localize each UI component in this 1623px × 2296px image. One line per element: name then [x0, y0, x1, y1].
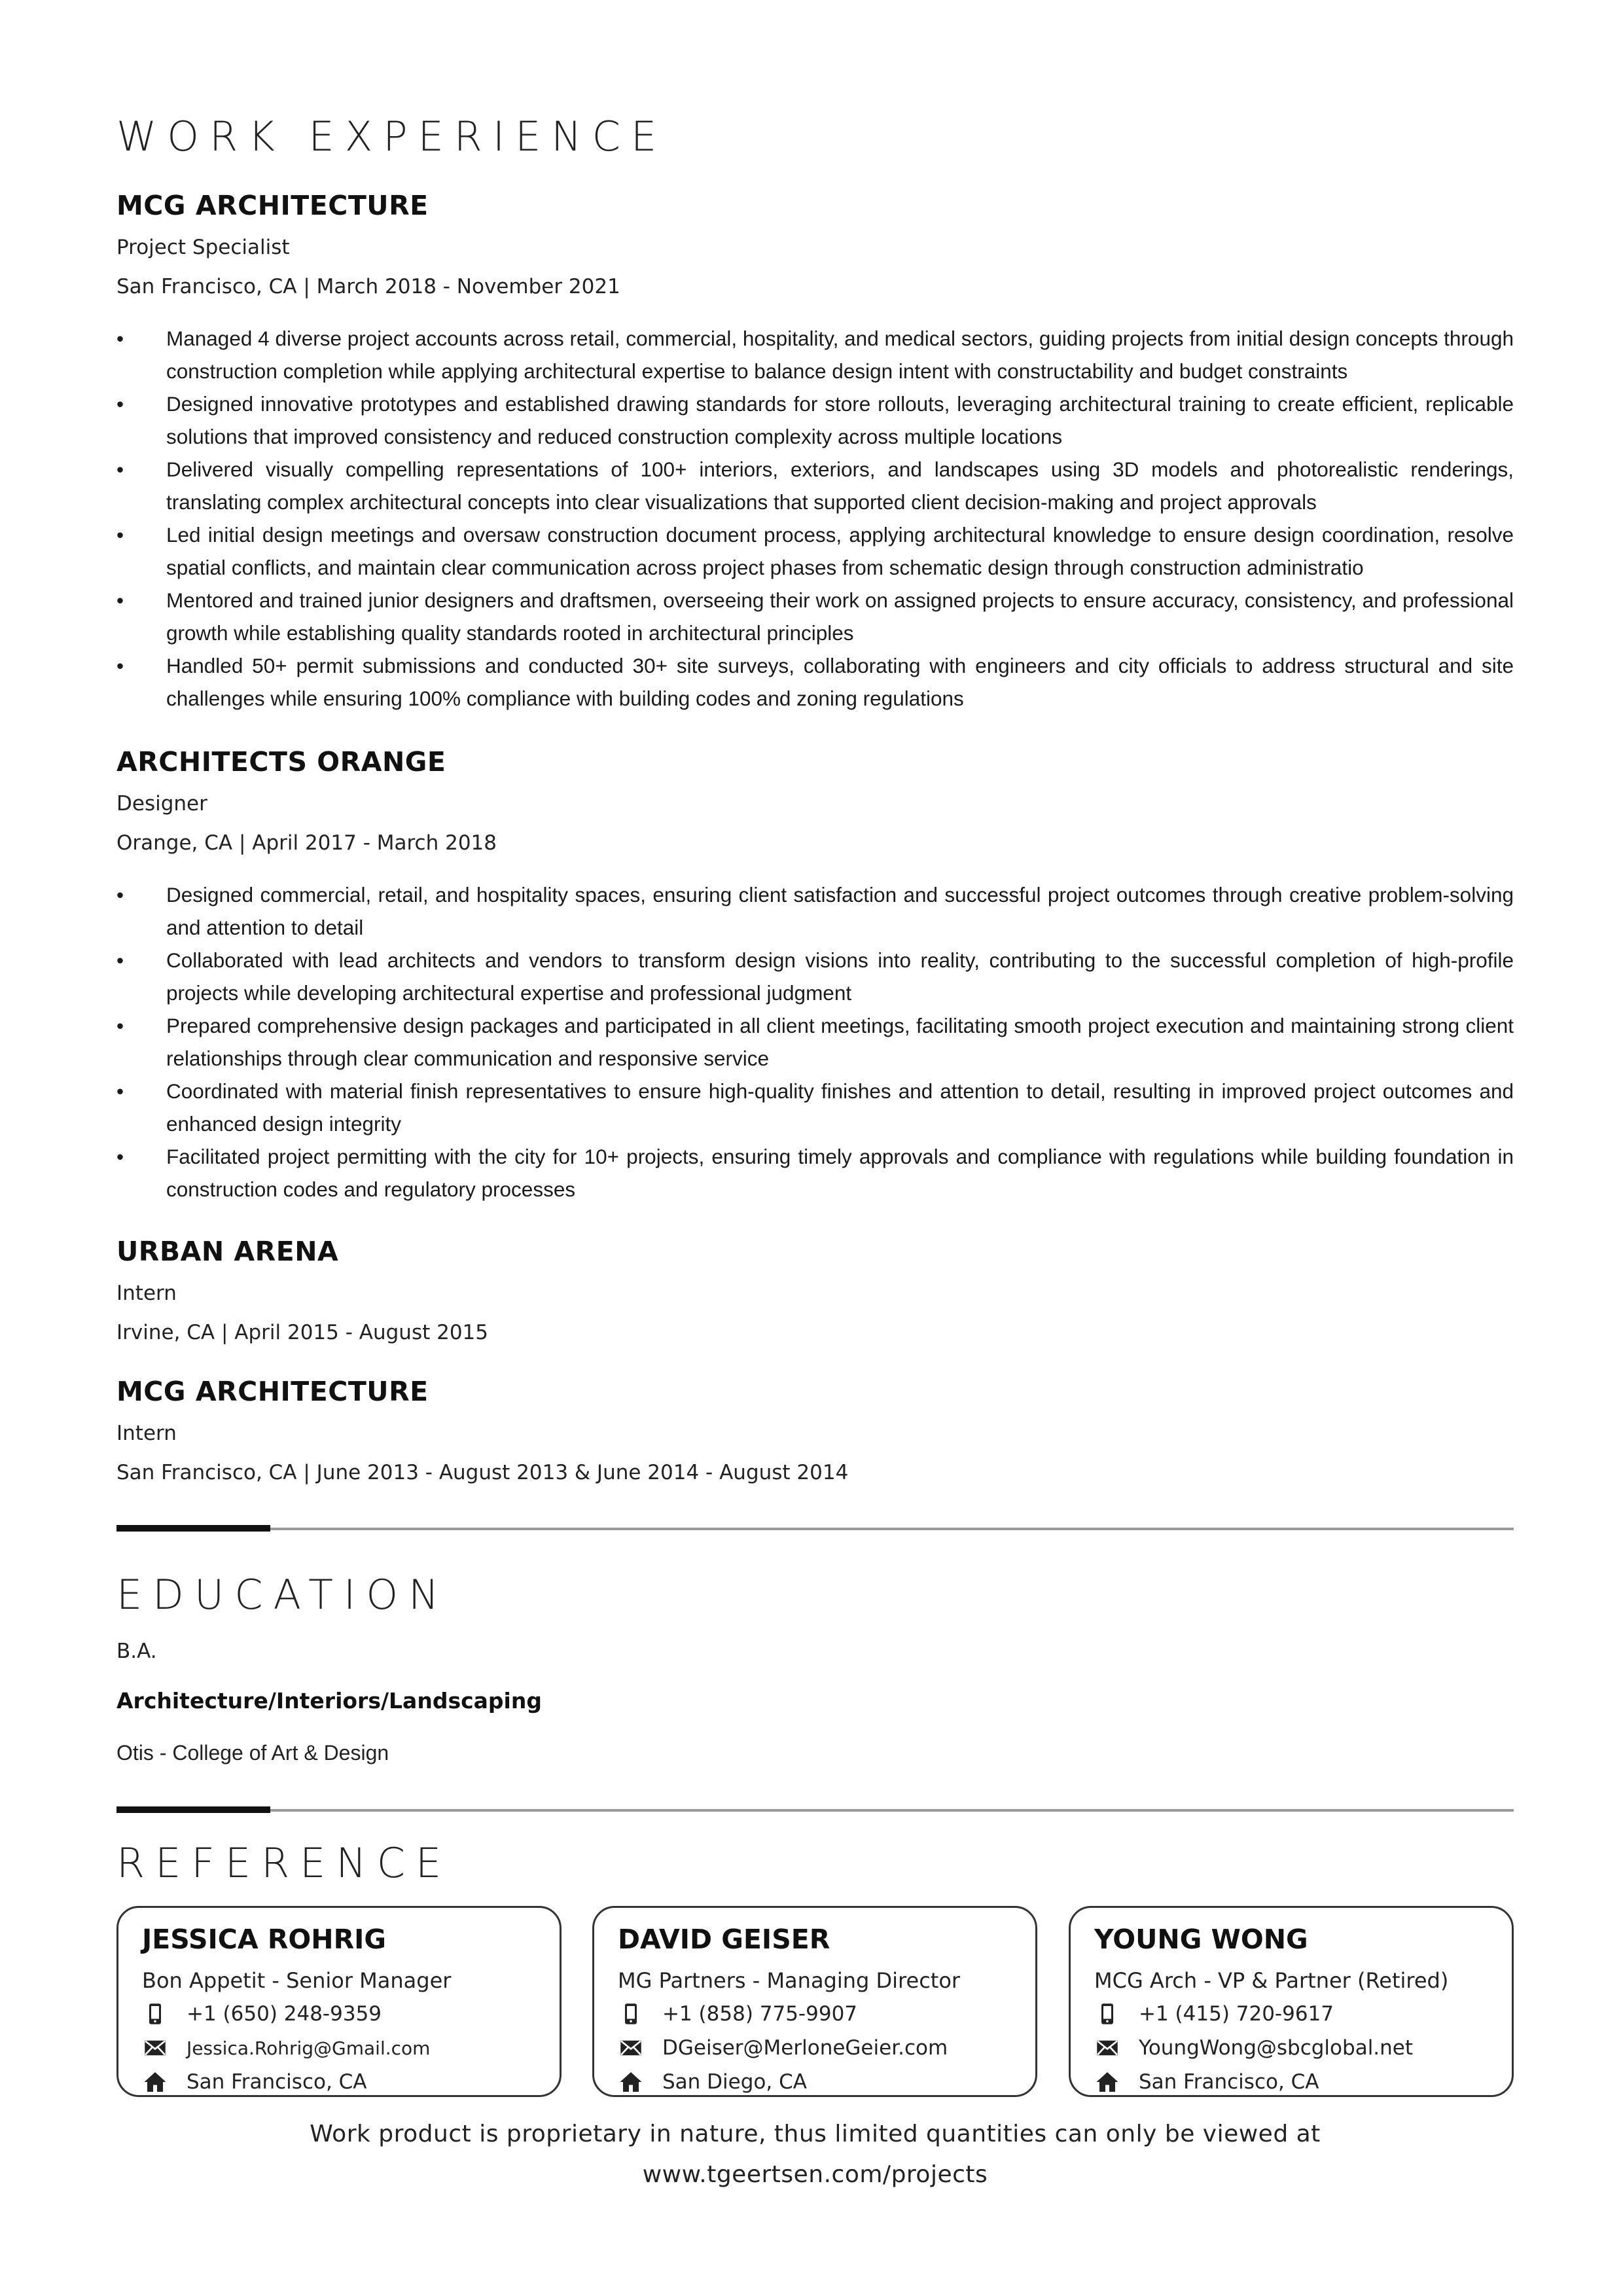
bullet-text: Facilitated project permitting with the city for 10+ projects, ensuring timely approvals and compliance with regulations while building foundation in construction codes and regulatory processes — [166, 1145, 1514, 1201]
job-urban-arena — [116, 1236, 1514, 1344]
job-mcg-architecture-intern — [116, 1376, 1514, 1484]
footer-link[interactable]: www.tgeertsen.com/projects — [642, 2161, 988, 2188]
bullet-text: Mentored and trained junior designers and draftsmen, overseeing their work on assigned projects to ensure accuracy, consistency, and professional growth while establishing quality standards rooted in architectural principles — [166, 588, 1514, 645]
reference-email-row — [142, 2035, 536, 2061]
bullet-item — [116, 584, 1514, 649]
bullet-text: Coordinated with material finish representatives to ensure high-quality finishes and attention to detail, resulting in improved project outcomes and enhanced design integrity — [166, 1079, 1514, 1136]
reference-phone-row — [618, 2001, 1012, 2027]
bullet-dot: • — [116, 327, 124, 350]
job-bullets — [116, 878, 1514, 1206]
job-meta: San Francisco, CA | March 2018 - November 2021 — [116, 275, 620, 298]
bullet-dot: • — [116, 457, 124, 481]
bullet-dot: • — [116, 588, 124, 612]
bullet-item — [116, 1009, 1514, 1075]
education-block — [116, 1640, 542, 1765]
bullet-text: Handled 50+ permit submissions and conducted 30+ site surveys, collaborating with engineers and city officials to address structural and site challenges while ensuring 100% compliance with building codes and zoning regulations — [166, 654, 1514, 710]
bullet-item — [116, 387, 1514, 453]
reference-card — [592, 1906, 1037, 2097]
envelope-icon — [618, 2036, 644, 2060]
edu-school: Otis - College of Art & Design — [116, 1741, 389, 1765]
section-divider — [116, 1528, 1514, 1530]
reference-title: MCG Arch - VP & Partner (Retired) — [1094, 1968, 1449, 1993]
bullet-item — [116, 878, 1514, 944]
work-experience-heading: WORK EXPERIENCE — [116, 113, 668, 160]
reference-cards — [116, 1906, 1514, 2100]
job-meta: Orange, CA | April 2017 - March 2018 — [116, 831, 497, 855]
bullet-dot: • — [116, 654, 124, 677]
reference-card — [116, 1906, 562, 2097]
reference-email[interactable]: YoungWong@sbcglobal.net — [1139, 2036, 1414, 2060]
job-role: Project Specialist — [116, 236, 290, 259]
home-icon — [142, 2070, 168, 2094]
edu-degree: B.A. — [116, 1640, 157, 1663]
reference-heading: REFERENCE — [116, 1839, 452, 1887]
job-role: Intern — [116, 1422, 177, 1445]
reference-name: JESSICA ROHRIG — [142, 1924, 387, 1955]
home-icon — [618, 2070, 644, 2094]
reference-phone: +1 (650) 248-9359 — [187, 2002, 382, 2026]
reference-location-row — [618, 2069, 1012, 2095]
job-meta: Irvine, CA | April 2015 - August 2015 — [116, 1321, 489, 1344]
job-role: Designer — [116, 792, 207, 816]
phone-icon — [1094, 2002, 1120, 2026]
reference-location-row — [1094, 2069, 1488, 2095]
home-icon — [1094, 2070, 1120, 2094]
job-architects-orange — [116, 746, 1514, 1206]
bullet-dot: • — [116, 883, 124, 906]
company-name: MCG ARCHITECTURE — [116, 190, 429, 221]
education-heading: EDUCATION — [116, 1571, 450, 1619]
job-role: Intern — [116, 1282, 177, 1305]
bullet-item — [116, 453, 1514, 518]
company-name: MCG ARCHITECTURE — [116, 1376, 429, 1407]
job-meta: San Francisco, CA | June 2013 - August 2013 & June 2014 - August 2014 — [116, 1461, 849, 1484]
section-divider — [116, 1809, 1514, 1812]
reference-phone: +1 (415) 720-9617 — [1139, 2002, 1334, 2026]
bullet-item — [116, 649, 1514, 715]
reference-phone: +1 (858) 775-9907 — [662, 2002, 858, 2026]
reference-email-row — [1094, 2035, 1488, 2061]
reference-location: San Francisco, CA — [187, 2070, 367, 2094]
bullet-item — [116, 518, 1514, 584]
reference-location: San Diego, CA — [662, 2070, 807, 2094]
reference-email[interactable]: Jessica.Rohrig@Gmail.com — [187, 2037, 431, 2059]
reference-phone-row — [142, 2001, 536, 2027]
bullet-text: Led initial design meetings and oversaw construction document process, applying architectural knowledge to ensure design coordination, resolve spatial conflicts, and maintain clear communication across project phases from schematic design through construction administratio — [166, 523, 1514, 579]
company-name: ARCHITECTS ORANGE — [116, 746, 446, 778]
bullet-dot: • — [116, 392, 124, 416]
reference-phone-row — [1094, 2001, 1488, 2027]
footer-note — [116, 2114, 1514, 2195]
job-mcg-architecture-specialist — [116, 190, 1514, 715]
bullet-text: Prepared comprehensive design packages and participated in all client meetings, facilitating smooth project execution and maintaining strong client relationships through clear communication and responsive service — [166, 1014, 1514, 1070]
company-name: URBAN ARENA — [116, 1236, 339, 1267]
envelope-icon — [1094, 2036, 1120, 2060]
envelope-icon — [142, 2036, 168, 2060]
reference-name: DAVID GEISER — [618, 1924, 830, 1955]
bullet-item — [116, 1140, 1514, 1206]
reference-title: MG Partners - Managing Director — [618, 1968, 961, 1993]
reference-card — [1069, 1906, 1514, 2097]
bullet-item — [116, 1075, 1514, 1140]
reference-title: Bon Appetit - Senior Manager — [142, 1968, 452, 1993]
divider-accent — [116, 1806, 270, 1813]
footer-line-1: Work product is proprietary in nature, thus limited quantities can only be viewed at — [310, 2121, 1321, 2147]
bullet-text: Designed commercial, retail, and hospitality spaces, ensuring client satisfaction and successful project outcomes through creative problem-solving and attention to detail — [166, 883, 1514, 939]
job-bullets — [116, 322, 1514, 715]
phone-icon — [142, 2002, 168, 2026]
bullet-text: Collaborated with lead architects and vendors to transform design visions into reality, contributing to the successful completion of high-profile projects while developing architectural expertise and professional judgment — [166, 948, 1514, 1005]
bullet-text: Delivered visually compelling representations of 100+ interiors, exteriors, and landscapes using 3D models and photorealistic renderings, translating complex architectural concepts into clear visualizations that supported client decision-making and project approvals — [166, 457, 1514, 514]
bullet-item — [116, 322, 1514, 387]
bullet-dot: • — [116, 523, 124, 547]
bullet-dot: • — [116, 948, 124, 972]
reference-location: San Francisco, CA — [1139, 2070, 1319, 2094]
reference-email[interactable]: DGeiser@MerloneGeier.com — [662, 2036, 948, 2060]
phone-icon — [618, 2002, 644, 2026]
bullet-dot: • — [116, 1145, 124, 1168]
reference-email-row — [618, 2035, 1012, 2061]
bullet-text: Managed 4 diverse project accounts across retail, commercial, hospitality, and medical sectors, guiding projects from initial design concepts through construction completion while applying architectural expertise to balance design intent with constructability and budget constraints — [166, 327, 1514, 383]
bullet-dot: • — [116, 1079, 124, 1103]
edu-major: Architecture/Interiors/Landscaping — [116, 1688, 542, 1713]
reference-name: YOUNG WONG — [1094, 1924, 1308, 1955]
bullet-dot: • — [116, 1014, 124, 1037]
reference-location-row — [142, 2069, 536, 2095]
bullet-text: Designed innovative prototypes and established drawing standards for store rollouts, leveraging architectural training to create efficient, replicable solutions that improved consistency and reduced construction complexity across multiple locations — [166, 392, 1514, 448]
divider-accent — [116, 1525, 270, 1532]
bullet-item — [116, 944, 1514, 1009]
